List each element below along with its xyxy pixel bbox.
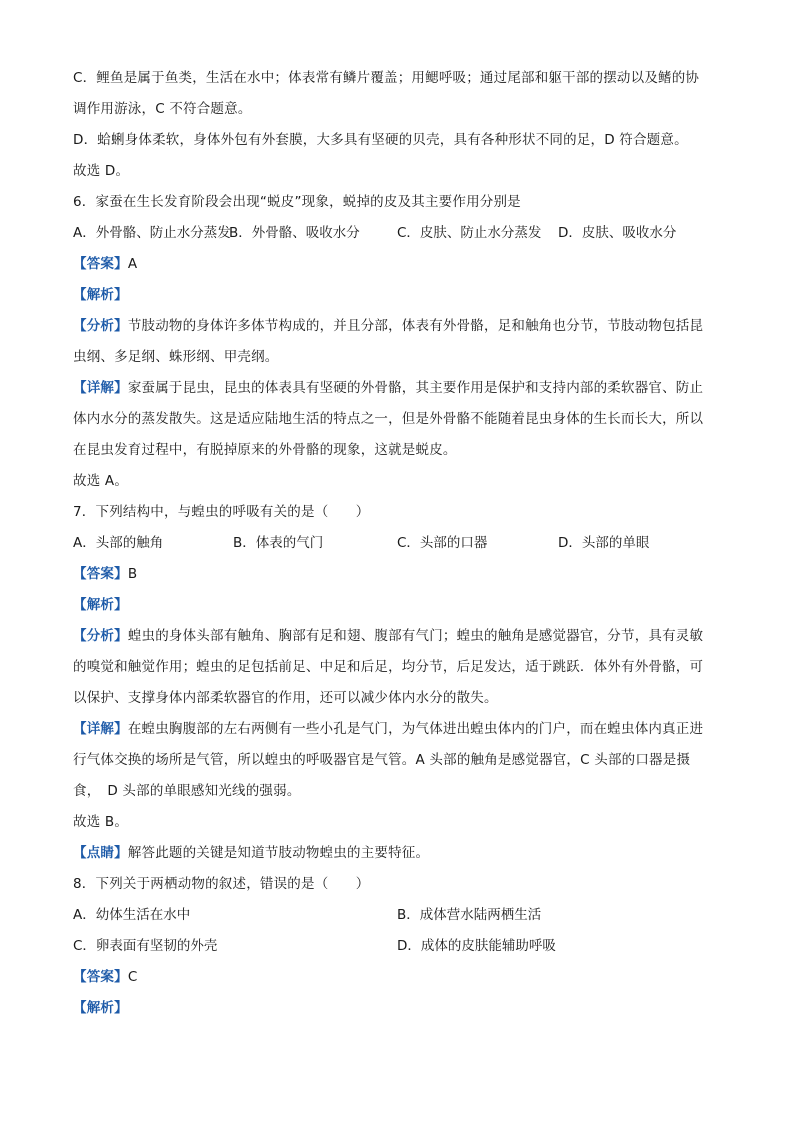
q7-fenxi-line3: 以保护、支撑身体内部柔软器官的作用，还可以减少体内水分的散失。	[73, 690, 498, 706]
answer-tag: 【答案】	[73, 566, 128, 582]
q7-choice: 故选 B。	[73, 814, 129, 830]
q7-dianjing	[73, 843, 429, 863]
q7-dianjing-text: 解答此题的关键是知道节肢动物蝗虫的主要特征。	[127, 845, 430, 861]
q6-option-a: A．外骨骼、防止水分蒸发	[73, 225, 231, 241]
q8-option-b: B．成体营水陆两栖生活	[397, 907, 542, 923]
q8-options-row2	[73, 936, 733, 956]
q7-xiangjie-line1	[73, 719, 703, 739]
q8-option-d: D．成体的皮肤能辅助呼吸	[397, 938, 556, 954]
q6-option-c: C．皮肤、防止水分蒸发	[397, 225, 542, 241]
answer-tag: 【答案】	[73, 969, 128, 985]
q6-option-d: D．皮肤、吸收水分	[558, 225, 677, 241]
dianjing-tag: 【点睛】	[73, 845, 128, 861]
q7-option-b: B．体表的气门	[233, 535, 324, 551]
analysis-tag: 【解析】	[73, 287, 128, 303]
q7-stem: 7．下列结构中，与蝗虫的呼吸有关的是（ ）	[73, 504, 370, 520]
analysis-tag: 【解析】	[73, 597, 128, 613]
xiangjie-tag: 【详解】	[73, 380, 128, 396]
q5-option-c-explanation-line1: C．鲤鱼是属于鱼类，生活在水中；体表常有鳞片覆盖；用鳃呼吸；通过尾部和躯干部的摆动以及鳍的协	[73, 70, 700, 86]
q7-option-c: C．头部的口器	[397, 535, 488, 551]
q7-option-a: A．头部的触角	[73, 535, 164, 551]
q6-choice: 故选 A。	[73, 473, 129, 489]
answer-tag: 【答案】	[73, 256, 128, 272]
q7-fenxi-line2: 的嗅觉和触觉作用；蝗虫的足包括前足、中足和后足，均分节，后足发达，适于跳跃．体外有外骨骼，可	[73, 659, 704, 675]
q5-option-c-explanation-line2: 调作用游泳，C 不符合题意。	[73, 101, 252, 117]
fenxi-tag: 【分析】	[73, 318, 128, 334]
q7-answer	[73, 564, 137, 584]
q6-fenxi-line2: 虫纲、多足纲、蛛形纲、甲壳纲。	[73, 349, 279, 365]
q7-fenxi-line1	[73, 626, 703, 646]
q8-stem: 8．下列关于两栖动物的叙述，错误的是（ ）	[73, 876, 370, 892]
q7-options	[73, 533, 733, 553]
q7-xiangjie-line2: 行气体交换的场所是气管，所以蝗虫的呼吸器官是气管。A 头部的触角是感觉器官，C 头部的口器是摄	[73, 752, 691, 768]
q6-fenxi-line1	[73, 316, 703, 336]
q8-options-row1	[73, 905, 733, 925]
q6-option-b: B．外骨骼、吸收水分	[229, 225, 360, 241]
q8-option-a: A．幼体生活在水中	[73, 907, 191, 923]
q6-answer-value: A	[127, 256, 138, 272]
q6-xiangjie-text1: 家蚕属于昆虫，昆虫的体表具有坚硬的外骨骼，其主要作用是保护和支持内部的柔软器官、防止	[127, 380, 704, 396]
q7-xiangjie-line3: 食， D 头部的单眼感知光线的强弱。	[73, 783, 301, 799]
analysis-tag: 【解析】	[73, 1000, 128, 1016]
q6-xiangjie-line1	[73, 378, 703, 398]
q6-xiangjie-line2: 体内水分的蒸发散失。这是适应陆地生活的特点之一，但是外骨骼不能随着昆虫身体的生长而长大，所以	[73, 411, 704, 427]
q8-answer-value: C	[127, 969, 138, 985]
fenxi-tag: 【分析】	[73, 628, 128, 644]
q8-analysis-heading	[73, 998, 128, 1018]
q7-fenxi-text1: 蝗虫的身体头部有触角、胸部有足和翅、腹部有气门；蝗虫的触角是感觉器官，分节，具有灵敏	[127, 628, 704, 644]
q7-option-d: D．头部的单眼	[558, 535, 650, 551]
q7-xiangjie-text1: 在蝗虫胸腹部的左右两侧有一些小孔是气门，为气体进出蝗虫体内的门户，而在蝗虫体内真正进	[127, 721, 704, 737]
q6-options	[73, 223, 733, 243]
q7-answer-value: B	[127, 566, 138, 582]
q6-analysis-heading	[73, 285, 128, 305]
q6-stem: 6．家蚕在生长发育阶段会出现“蜕皮”现象，蜕掉的皮及其主要作用分别是	[73, 194, 521, 210]
q5-choice: 故选 D。	[73, 163, 130, 179]
xiangjie-tag: 【详解】	[73, 721, 128, 737]
q6-fenxi-text1: 节肢动物的身体许多体节构成的，并且分部，体表有外骨骼，足和触角也分节，节肢动物包括昆	[127, 318, 704, 334]
q6-xiangjie-line3: 在昆虫发育过程中，有脱掉原来的外骨骼的现象，这就是蜕皮。	[73, 442, 457, 458]
q8-answer	[73, 967, 137, 987]
q6-answer	[73, 254, 137, 274]
q7-analysis-heading	[73, 595, 128, 615]
q8-option-c: C．卵表面有坚韧的外壳	[73, 938, 218, 954]
q5-option-d-explanation: D．蛤蜊身体柔软，身体外包有外套膜，大多具有坚硬的贝壳，具有各种形状不同的足，D 符合题意。	[73, 132, 688, 148]
